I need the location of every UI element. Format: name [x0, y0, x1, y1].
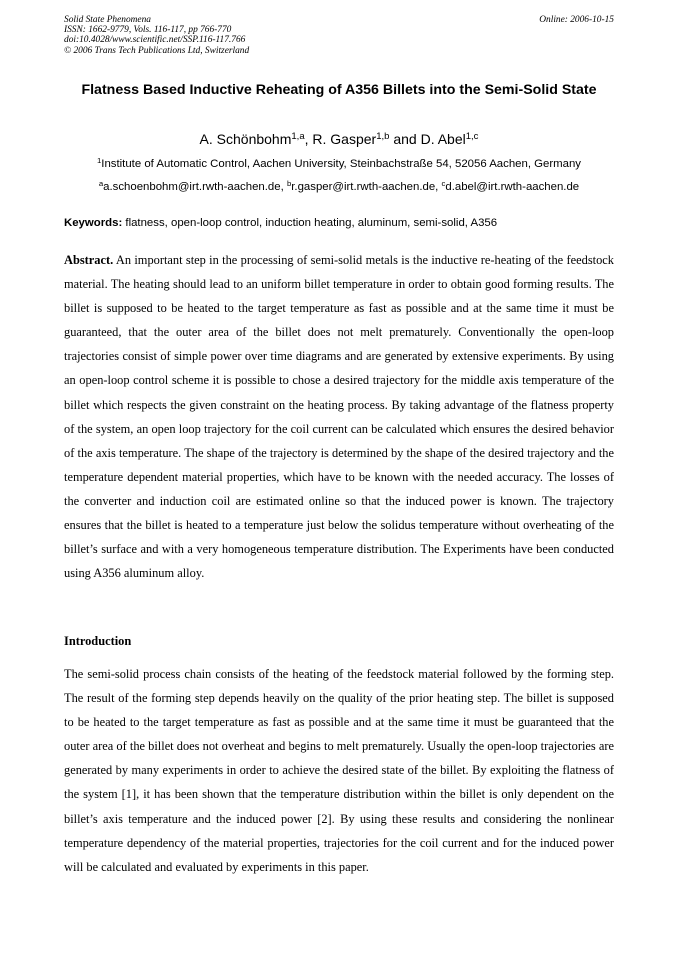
email-list	[0, 180, 678, 194]
abstract-label: Abstract.	[64, 253, 114, 267]
copyright-line: © 2006 Trans Tech Publications Ltd, Switzerland	[64, 45, 250, 56]
author-name: R. Gasper	[312, 131, 377, 147]
author-name: A. Schönbohm	[199, 131, 292, 147]
journal-name: Solid State Phenomena	[64, 15, 151, 25]
online-date: Online: 2006-10-15	[539, 15, 614, 25]
email-sep: ,	[280, 181, 287, 193]
author-sep: and	[389, 131, 421, 147]
doi-line: doi:10.4028/www.scientific.net/SSP.116-117.766	[64, 35, 246, 46]
email-sup: b	[286, 178, 292, 188]
keywords	[64, 216, 624, 230]
author-email[interactable]: a.schoenbohm@irt.rwth-aachen.de	[103, 181, 281, 193]
affiliation-sup: 1	[96, 155, 102, 165]
email-sup: a	[98, 178, 104, 188]
keywords-label: Keywords:	[64, 217, 123, 229]
author-email[interactable]: d.abel@irt.rwth-aachen.de	[445, 181, 580, 193]
journal-header	[64, 15, 249, 56]
author-sep: ,	[304, 131, 313, 147]
affiliation	[0, 157, 678, 171]
introduction-paragraph: The semi-solid process chain consists of the heating of the feedstock material followed by the forming step. The result of the forming step depends heavily on the quality of the prior heating step. The billet is supposed to be heated to the target temperature as fast as possible and at the same time it must be guaranteed that the outer area of the billet does not overheat and begins to melt prematurely. Usually the open-loop trajectories are generated by many experiments in order to achieve the desired state of the billet. By exploiting the flatness of the system [1], it has been shown that the temperature distribution within the billet is only dependent on the billet’s axis temperature and the induced power [2]. By using these results and considering the nonlinear temperature dependency of the material properties, trajectories for the coil current and for the induced power will be calculated and evaluated by experiments in this paper.	[64, 667, 614, 874]
author-sup: 1,a	[291, 130, 305, 142]
author-list	[0, 130, 678, 148]
author-sup: 1,b	[376, 130, 390, 142]
keywords-text: flatness, open-loop control, induction heating, aluminum, semi-solid, A356	[125, 217, 498, 229]
issn-line: ISSN: 1662-9779, Vols. 116-117, pp 766-770	[64, 25, 232, 36]
affiliation-text: Institute of Automatic Control, Aachen University, Steinbachstraße 54, 52056 Aachen, Germany	[101, 158, 582, 170]
author-email[interactable]: r.gasper@irt.rwth-aachen.de	[291, 181, 436, 193]
email-sep: ,	[435, 181, 442, 193]
author-name: D. Abel	[420, 131, 466, 147]
paper-title: Flatness Based Inductive Reheating of A356 Billets into the Semi-Solid State	[81, 82, 597, 98]
abstract-text: An important step in the processing of semi-solid metals is the inductive re-heating of the feedstock material. The heating should lead to an uniform billet temperature in order to obtain good forming results. The billet is supposed to be heated to the target temperature as fast as possible and at the same time it must be guaranteed, that the outer area of the billet does not melt prematurely. Conventionally the open-loop trajectories consist of simple power over time diagrams and are generated by extensive experiments. By using an open-loop control scheme it is possible to chose a desired trajectory for the middle axis temperature of the billet which respects the given constraint on the heating process. By taking advantage of the flatness property of the system, an open loop trajectory for the coil current can be calculated which ensures the desired behavior of the axis temperature. The shape of the trajectory is determined by the shape of the desired trajectory and the temperature dependent material properties, which have to be known with the needed accuracy. The losses of the converter and induction coil are estimated online so that the induced power is known. The trajectory ensures that the billet is heated to a temperature just below the solidus temperature without overheating of the billet’s surface and with a very homogeneous temperature distribution. The Experiments have been conducted using A356 aluminum alloy.	[64, 253, 614, 581]
abstract	[64, 248, 614, 585]
author-sup: 1,c	[465, 130, 479, 142]
section-heading-introduction: Introduction	[64, 634, 132, 648]
email-sup: c	[441, 178, 446, 188]
